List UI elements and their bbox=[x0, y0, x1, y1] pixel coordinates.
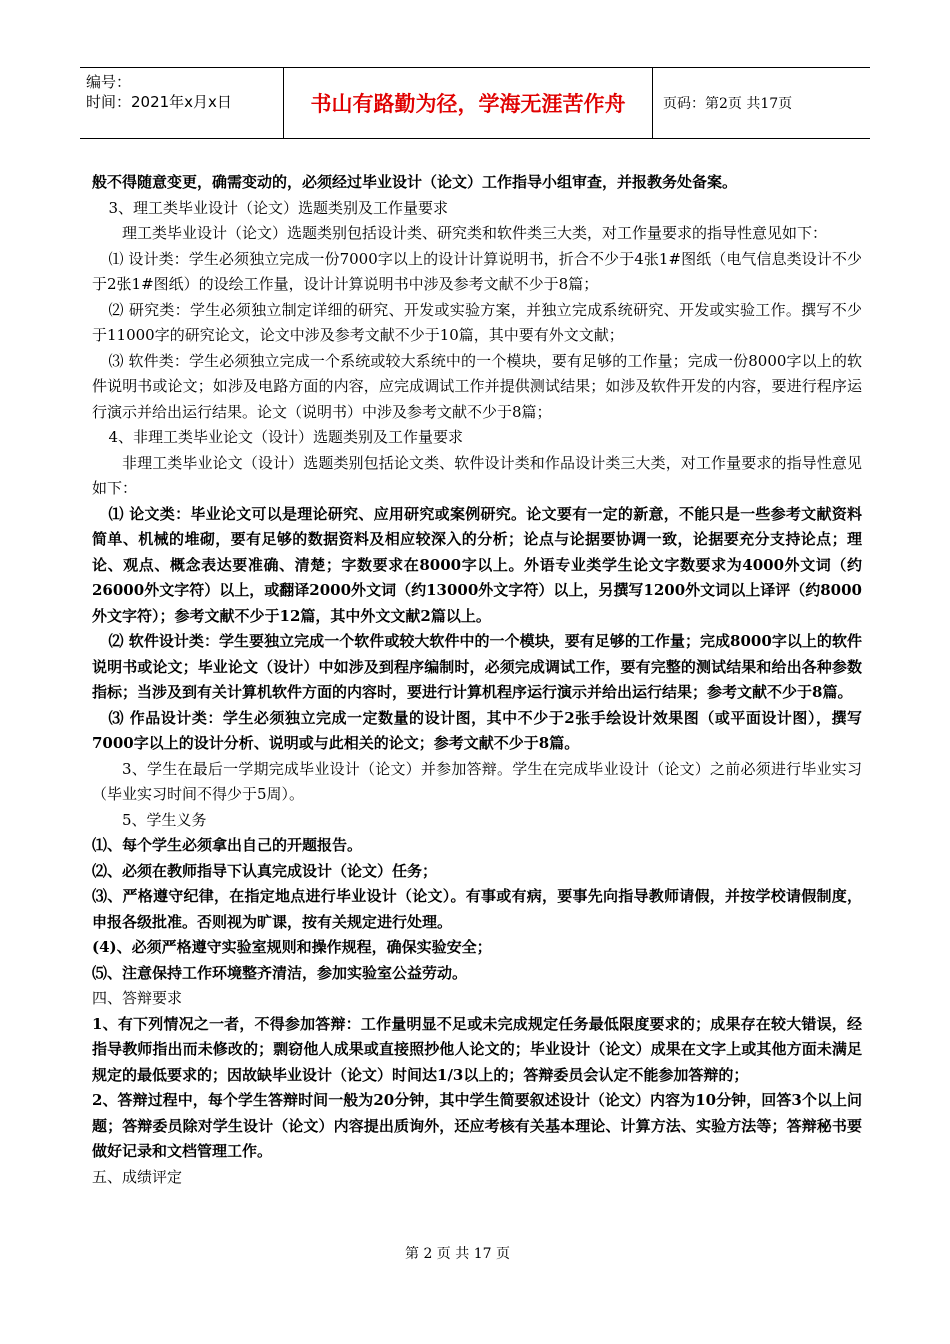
section-heading: 3、理工类毕业设计（论文）选题类别及工作量要求 bbox=[108, 198, 449, 217]
list-item: (4)、必须严格遵守实验室规则和操作规程，确保实验安全； bbox=[92, 938, 492, 956]
list-item: ⑴、每个学生必须拿出自己的开题报告。 bbox=[92, 836, 363, 854]
page-footer: 第 2 页 共 17 页 bbox=[405, 1246, 510, 1262]
paragraph: ⑴ 设计类：学生必须独立完成一份7000字以上的设计计算说明书，折合不少于4张1#图纸（电气信息类设计不少于2张1#图纸）的设绘工作量，设计计算说明书中涉及参考文献不少于8篇； bbox=[92, 249, 862, 293]
paragraph: 理工类毕业设计（论文）选题类别包括设计类、研究类和软件类三大类，对工作量要求的指导性意见如下： bbox=[122, 224, 828, 242]
header-page-info: 页码：第2页 共17页 bbox=[663, 96, 793, 112]
header-meta bbox=[80, 68, 283, 138]
paragraph: ⑴ 论文类：毕业论文可以是理论研究、应用研究或案例研究。论文要有一定的新意，不能只是一些参考文献资料简单、机械的堆砌，要有足够的数据资料及相应较深入的分析；论点与论据要协调一致，论据要充分支持论点；理论、观点、概念表达要准确、清楚；字数要求在8000字以上。外语专业类学生论文字数要求为4000外文词（约26000外文字符）以上，或翻译2000外文词（约13000外文字符）以上，另撰写1200外文词以上译评（约8000外文字符）；参考文献不少于12篇，其中外文文献2篇以上。 bbox=[92, 504, 862, 625]
document-body bbox=[92, 170, 862, 1190]
section-heading: 四、答辩要求 bbox=[92, 989, 183, 1007]
section-heading: 5、学生义务 bbox=[122, 810, 207, 829]
section-heading: 4、非理工类毕业论文（设计）选题类别及工作量要求 bbox=[108, 428, 464, 446]
list-item: ⑶、严格遵守纪律，在指定地点进行毕业设计（论文）。有事或有病，要事先向指导教师请假，并按学校请假制度，申报各级批准。否则视为旷课，按有关规定进行处理。 bbox=[92, 887, 862, 931]
page-header bbox=[80, 67, 870, 139]
header-motto: 书山有路勤为径，学海无涯苦作舟 bbox=[283, 68, 653, 138]
paragraph: ⑵ 软件设计类：学生要独立完成一个软件或较大软件中的一个模块，要有足够的工作量；完成8000字以上的软件说明书或论文；毕业论文（设计）中如涉及到程序编制时，必须完成调试工作，要有完整的测试结果和给出各种参数指标；当涉及到有关计算机软件方面的内容时，要进行计算机程序运行演示并给出运行结果；参考文献不少于8篇。 bbox=[92, 632, 862, 701]
paragraph: 3、学生在最后一学期完成毕业设计（论文）并参加答辩。学生在完成毕业设计（论文）之前必须进行毕业实习（毕业实习时间不得少于5周）。 bbox=[92, 759, 862, 803]
paragraph: ⑶ 作品设计类：学生必须独立完成一定数量的设计图，其中不少于2张手绘设计效果图（或平面设计图），撰写7000字以上的设计分析、说明或与此相关的论文；参考文献不少于8篇。 bbox=[92, 708, 862, 752]
paragraph: 非理工类毕业论文（设计）选题类别包括论文类、软件设计类和作品设计类三大类，对工作量要求的指导性意见如下： bbox=[92, 453, 862, 497]
paragraph: ⑵ 研究类：学生必须独立制定详细的研究、开发或实验方案，并独立完成系统研究、开发或实验工作。撰写不少于11000字的研究论文，论文中涉及参考文献不少于10篇，其中要有外文文献； bbox=[92, 300, 862, 344]
section-heading: 五、成绩评定 bbox=[92, 1167, 183, 1186]
document-time-label: 时间：2021年x月x日 bbox=[86, 93, 232, 111]
paragraph: 1、有下列情况之一者，不得参加答辩：工作量明显不足或未完成规定任务最低限度要求的；成果存在较大错误，经指导教师指出而未修改的；剽窃他人成果或直接照抄他人论文的；毕业设计（论文）成果在文字上或其他方面未满足规定的最低要求的；因故缺毕业设计（论文）时间达1/3以上的；答辩委员会认定不能参加答辩的； bbox=[92, 1014, 862, 1084]
list-item: ⑵、必须在教师指导下认真完成设计（论文）任务； bbox=[92, 861, 438, 880]
paragraph: ⑶ 软件类：学生必须独立完成一个系统或较大系统中的一个模块，要有足够的工作量；完成一份8000字以上的软件说明书或论文；如涉及电路方面的内容，应完成调试工作并提供测试结果；如涉及软件开发的内容，要进行程序运行演示并给出运行结果。论文（说明书）中涉及参考文献不少于8篇； bbox=[92, 351, 862, 421]
paragraph: 般不得随意变更，确需变动的，必须经过毕业设计（论文）工作指导小组审查，并报教务处备案。 bbox=[92, 173, 738, 191]
document-number-label: 编号： bbox=[86, 73, 132, 91]
paragraph: 2、答辩过程中，每个学生答辩时间一般为20分钟，其中学生简要叙述设计（论文）内容为10分钟，回答3个以上问题；答辩委员除对学生设计（论文）内容提出质询外，还应考核有关基本理论、计算方法、实验方法等；答辩秘书要做好记录和文档管理工作。 bbox=[92, 1091, 862, 1160]
list-item: ⑸、注意保持工作环境整齐清洁，参加实验室公益劳动。 bbox=[92, 963, 468, 982]
